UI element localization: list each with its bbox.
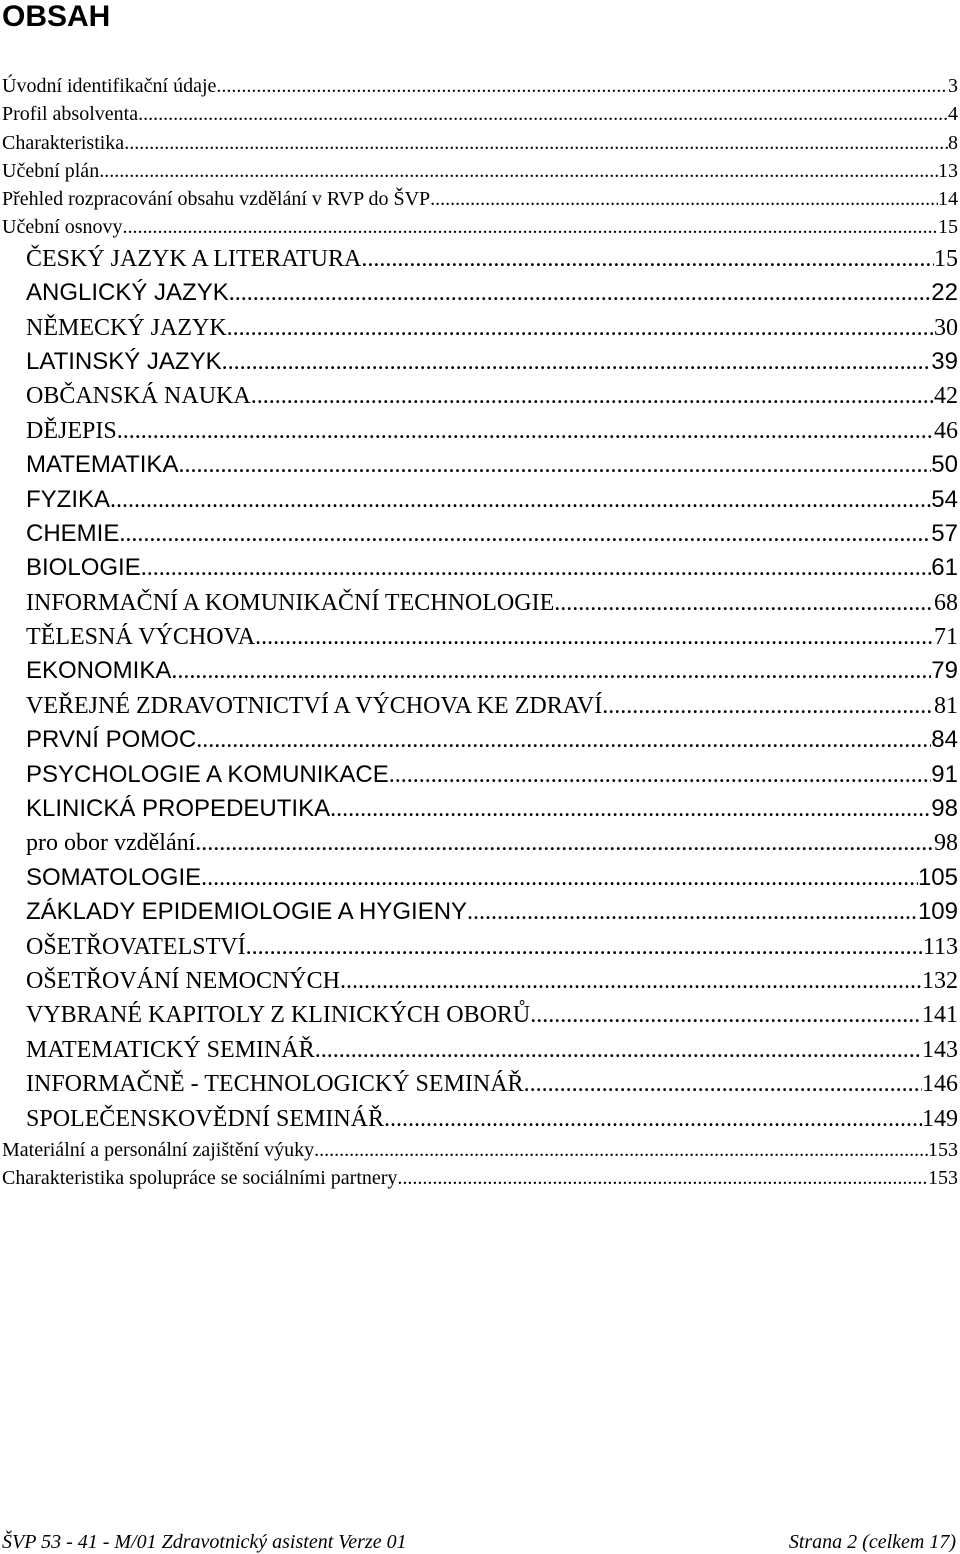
toc-entry[interactable]	[0, 792, 960, 826]
toc-entry-label: Charakteristika spolupráce se sociálními partnery	[2, 1167, 398, 1190]
toc-entry-page-number: 4	[948, 103, 958, 126]
toc-entry-page-number: 42	[934, 383, 958, 410]
toc-entry[interactable]	[0, 276, 960, 310]
toc-entry-page-number: 153	[928, 1138, 958, 1161]
toc-entry-page-number: 54	[931, 485, 958, 513]
toc-entry[interactable]	[0, 551, 960, 585]
toc-entry-label: NĚMECKÝ JAZYK	[26, 314, 227, 341]
toc-entry-label: Úvodní identifikační údaje	[2, 75, 217, 97]
toc-entry-page-number: 109	[917, 898, 958, 926]
footer-page-number: Strana 2 (celkem 17)	[788, 1531, 956, 1553]
toc-entry-label: ZÁKLADY EPIDEMIOLOGIE A HYGIENY	[26, 898, 468, 926]
toc-entry[interactable]	[0, 586, 960, 620]
toc-entry-page-number: 146	[922, 1071, 958, 1098]
footer-document-id: ŠVP 53 - 41 - M/01 Zdravotnický asistent Verze 01	[2, 1531, 407, 1553]
toc-entry[interactable]	[0, 689, 960, 723]
toc-leader-dots	[123, 213, 938, 241]
toc-leader-dots	[196, 723, 931, 757]
toc-entry-page-number: 141	[922, 1002, 958, 1029]
toc-entry[interactable]	[0, 129, 960, 157]
toc-entry[interactable]	[0, 379, 960, 413]
toc-leader-dots	[361, 242, 934, 276]
toc-leader-dots	[171, 654, 931, 688]
toc-entry-page-number: 132	[922, 967, 958, 994]
toc-entry-page-number: 15	[938, 216, 958, 239]
toc-entry[interactable]	[0, 157, 960, 185]
toc-leader-dots	[530, 998, 922, 1032]
toc-entry-label: ANGLICKÝ JAZYK	[26, 279, 229, 307]
toc-leader-dots	[397, 1164, 928, 1192]
toc-entry[interactable]	[0, 517, 960, 551]
toc-entry[interactable]	[0, 620, 960, 654]
toc-entry[interactable]	[0, 242, 960, 276]
toc-entry-label: DĚJEPIS	[26, 417, 117, 444]
toc-entry-page-number: 50	[931, 451, 958, 479]
toc-leader-dots	[117, 414, 934, 448]
toc-entry-page-number: 91	[931, 760, 958, 788]
toc-entry-page-number: 105	[917, 863, 958, 891]
toc-leader-dots	[222, 345, 932, 379]
toc-entry-page-number: 57	[931, 519, 958, 547]
toc-leader-dots	[195, 826, 934, 860]
toc-leader-dots	[141, 551, 932, 585]
toc-entry-page-number: 8	[948, 131, 958, 154]
toc-entry[interactable]	[0, 345, 960, 379]
toc-leader-dots	[138, 100, 948, 128]
toc-entry[interactable]	[0, 861, 960, 895]
toc-entry[interactable]	[0, 100, 960, 128]
toc-entry-label: BIOLOGIE	[26, 554, 141, 582]
page-footer	[2, 1530, 956, 1554]
toc-entry[interactable]	[0, 414, 960, 448]
toc-leader-dots	[124, 129, 948, 157]
toc-entry[interactable]	[0, 964, 960, 998]
toc-entry[interactable]	[0, 311, 960, 345]
toc-entry-page-number: 79	[931, 657, 958, 685]
toc-leader-dots	[430, 185, 938, 213]
toc-entry-label: INFORMAČNĚ - TECHNOLOGICKÝ SEMINÁŘ	[26, 1071, 524, 1098]
toc-entry-label: VYBRANÉ KAPITOLY Z KLINICKÝCH OBORŮ	[26, 1002, 531, 1029]
toc-entry-page-number: 98	[931, 795, 958, 823]
toc-entry-label: EKONOMIKA	[26, 657, 172, 685]
toc-entry-label: FYZIKA	[26, 485, 111, 513]
toc-entry[interactable]	[0, 1136, 960, 1164]
toc-entry-page-number: 68	[934, 589, 958, 616]
toc-entry-page-number: 113	[922, 933, 958, 960]
toc-leader-dots	[384, 1102, 922, 1136]
toc-leader-dots	[178, 448, 931, 482]
toc-entry-label: CHEMIE	[26, 519, 120, 547]
toc-entry-label: ČESKÝ JAZYK A LITERATURA	[26, 245, 362, 272]
toc-leader-dots	[229, 276, 932, 310]
toc-entry[interactable]	[0, 448, 960, 482]
toc-entry-label: SPOLEČENSKOVĚDNÍ SEMINÁŘ	[26, 1105, 385, 1132]
toc-entry-label: PSYCHOLOGIE A KOMUNIKACE	[26, 760, 389, 788]
toc-entry-page-number: 71	[934, 624, 958, 651]
toc-entry-page-number: 143	[922, 1036, 958, 1063]
toc-entry[interactable]	[0, 930, 960, 964]
toc-leader-dots	[119, 517, 931, 551]
toc-entry-label: Učební plán	[2, 159, 100, 182]
toc-leader-dots	[467, 895, 918, 929]
toc-entry-page-number: 14	[938, 188, 958, 211]
toc-entry-label: MATEMATIKA	[26, 451, 179, 479]
toc-entry-label: INFORMAČNÍ A KOMUNIKAČNÍ TECHNOLOGIE	[26, 589, 555, 616]
toc-leader-dots	[251, 379, 934, 413]
toc-leader-dots	[524, 1067, 922, 1101]
toc-entry-page-number: 61	[931, 554, 958, 582]
toc-entry-page-number: 13	[938, 159, 958, 182]
toc-entry[interactable]	[0, 483, 960, 517]
toc-leader-dots	[330, 792, 931, 826]
toc-entry-page-number: 46	[934, 417, 958, 444]
toc-entry-label: PRVNÍ POMOC	[26, 726, 197, 754]
toc-entry-label: VEŘEJNÉ ZDRAVOTNICTVÍ A VÝCHOVA KE ZDRAVÍ	[26, 692, 603, 719]
toc-entry-page-number: 15	[934, 245, 958, 272]
toc-entry[interactable]	[0, 1067, 960, 1101]
toc-entry-label: Učební osnovy	[2, 216, 123, 239]
toc-leader-dots	[255, 620, 934, 654]
toc-leader-dots	[227, 311, 934, 345]
toc-entry[interactable]	[0, 72, 960, 100]
toc-entry-label: SOMATOLOGIE	[26, 863, 202, 891]
toc-entry-page-number: 153	[928, 1167, 958, 1190]
toc-leader-dots	[246, 930, 923, 964]
toc-leader-dots	[99, 157, 938, 185]
toc-entry[interactable]	[0, 758, 960, 792]
toc-entry-label: KLINICKÁ PROPEDEUTIKA	[26, 795, 331, 823]
toc-entry[interactable]	[0, 1033, 960, 1067]
page-title: OBSAH	[2, 0, 111, 33]
toc-entry-page-number: 22	[931, 279, 958, 307]
table-of-contents	[0, 72, 960, 1193]
toc-leader-dots	[340, 964, 922, 998]
toc-entry-label: Přehled rozpracování obsahu vzdělání v RVP do ŠVP	[2, 188, 431, 211]
toc-entry-label: TĚLESNÁ VÝCHOVA	[26, 624, 256, 651]
toc-entry[interactable]	[0, 895, 960, 929]
toc-entry-label: pro obor vzdělání	[26, 830, 196, 857]
toc-entry[interactable]	[0, 723, 960, 757]
toc-entry[interactable]	[0, 213, 960, 241]
toc-entry-page-number: 39	[931, 347, 958, 375]
toc-leader-dots	[602, 689, 934, 723]
toc-entry-page-number: 3	[948, 75, 958, 97]
toc-entry-page-number: 98	[934, 830, 958, 857]
toc-entry-page-number: 30	[934, 314, 958, 341]
toc-entry-label: OŠETŘOVÁNÍ NEMOCNÝCH	[26, 967, 341, 994]
toc-entry-label: LATINSKÝ JAZYK	[26, 347, 222, 375]
toc-entry[interactable]	[0, 826, 960, 860]
toc-entry-label: Charakteristika	[2, 131, 125, 154]
toc-entry-label: Materiální a personální zajištění výuky	[2, 1138, 315, 1161]
toc-leader-dots	[554, 586, 934, 620]
toc-leader-dots	[315, 1033, 922, 1067]
toc-entry[interactable]	[0, 185, 960, 213]
toc-entry-page-number: 81	[934, 692, 958, 719]
toc-entry-label: OBČANSKÁ NAUKA	[26, 383, 251, 410]
toc-entry-label: Profil absolventa	[2, 103, 139, 126]
toc-leader-dots	[216, 72, 948, 100]
toc-entry-page-number: 149	[922, 1105, 958, 1132]
toc-leader-dots	[110, 483, 931, 517]
toc-leader-dots	[201, 861, 918, 895]
toc-entry[interactable]	[0, 654, 960, 688]
toc-entry-label: OŠETŘOVATELSTVÍ	[26, 933, 246, 960]
toc-leader-dots	[314, 1136, 928, 1164]
toc-entry-label: MATEMATICKÝ SEMINÁŘ	[26, 1036, 315, 1063]
toc-leader-dots	[389, 758, 932, 792]
toc-entry-page-number: 84	[931, 726, 958, 754]
toc-entry[interactable]	[0, 1164, 960, 1192]
toc-entry[interactable]	[0, 998, 960, 1032]
toc-entry[interactable]	[0, 1102, 960, 1136]
